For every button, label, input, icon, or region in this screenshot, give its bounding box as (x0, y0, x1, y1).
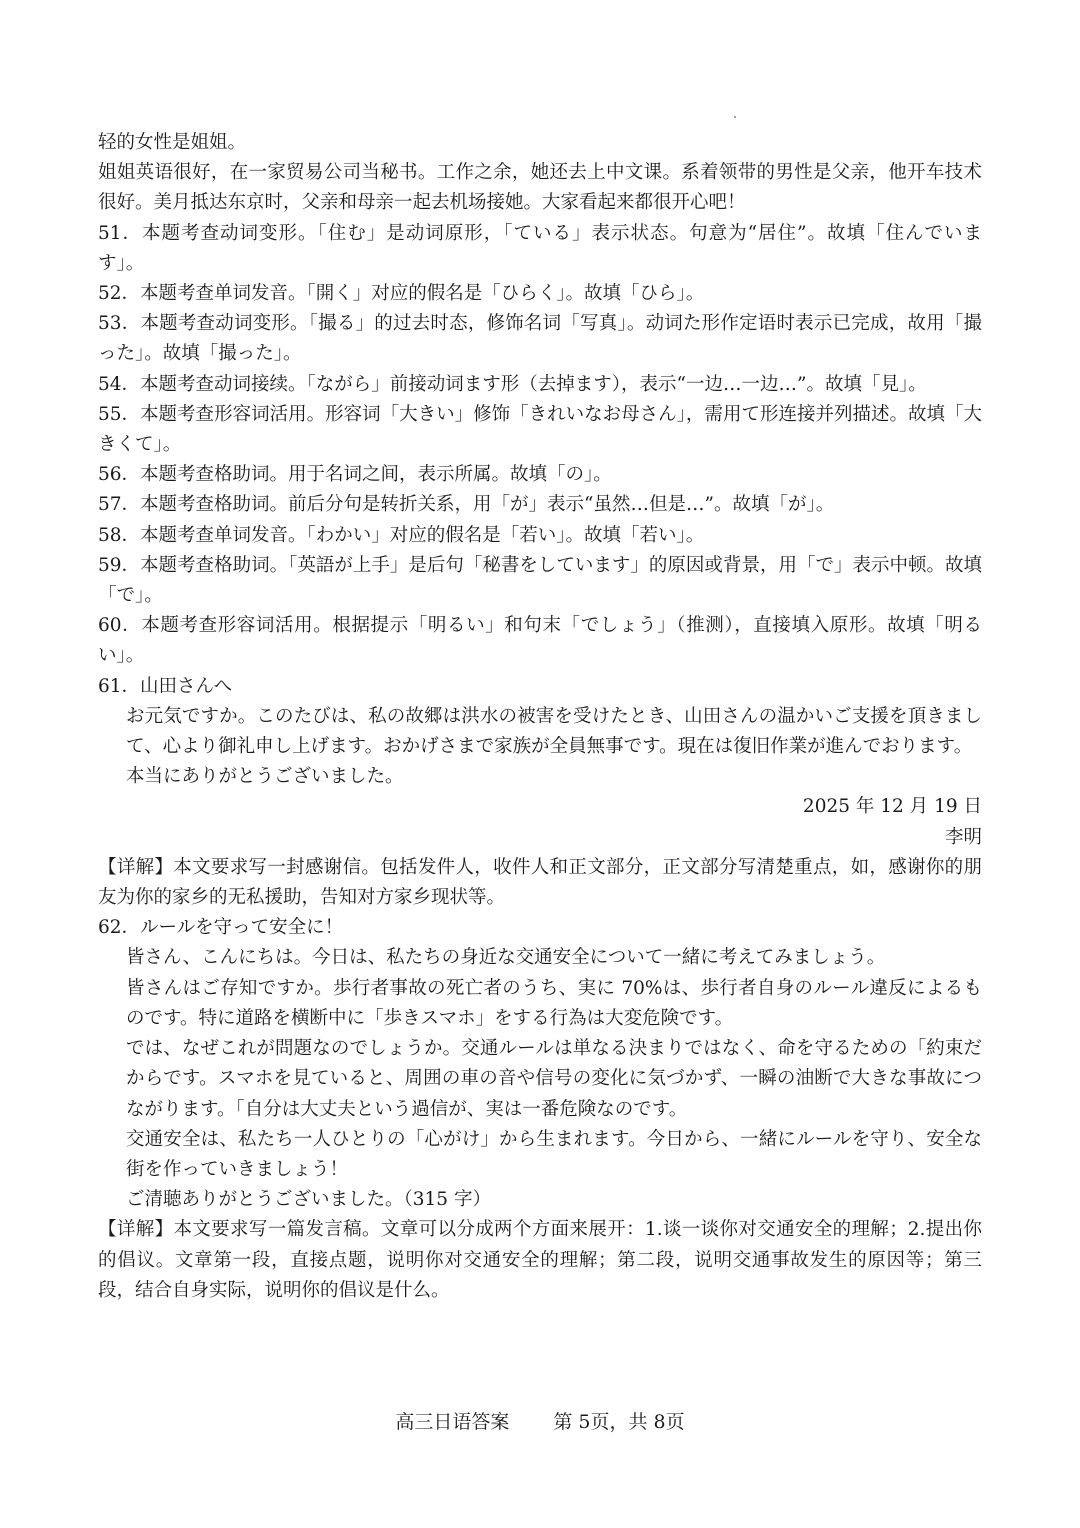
answer-59: 59．本题考查格助词。「英語が上手」是后句「秘書をしています」的原因或背景，用「で」表示中顿。故填「で」。 (98, 554, 982, 607)
text-line-continuation: 轻的女性是姐姐。 (98, 132, 247, 153)
answer-52: 52．本题考查单词发音。「開く」对应的假名是「ひらく」。故填「ひら」。 (98, 283, 705, 305)
letter-date: 2025 年 12 月 19 日 (802, 796, 982, 818)
answer-60: 60．本题考查形容词活用。根据提示「明るい」和句末「でしょう」（推测），直接填入原形。故填「明るい」。 (98, 615, 982, 667)
speech-paragraph: では、なぜこれが問題なのでしょうか。交通ルールは単なる決まりではなく、命を守るための「約束だからです。スマホを見ていると、周囲の車の音や信号の変化に気づかず、一瞬の油断で大きな事故につながります。「自分は大丈夫という過信が、実は一番危険なのです。 (126, 1038, 982, 1120)
speech-closing: ご清聴ありがとうございました。（315 字） (126, 1189, 491, 1211)
speech-paragraph: 交通安全は、私たち一人ひとりの「心がけ」から生まれます。今日から、一緒にルールを守り、安全な街を作っていきましょう！ (126, 1128, 982, 1180)
speech-paragraph: 皆さんはご存知ですか。歩行者事故の死亡者のうち、実に 70%は、歩行者自身のルール違反によるものです。特に道路を横断中に「歩きスマホ」をする行為は大変危険です。 (126, 977, 982, 1029)
answer-61-salutation: 61．山田さんへ (98, 675, 233, 697)
footer-title: 高三日语答案 (395, 1411, 510, 1433)
answer-57: 57．本题考查格助词。前后分句是转折关系，用「が」表示“虽然…但是…”。故填「が」。 (98, 494, 835, 516)
page-footer (0, 1408, 1080, 1436)
answer-51: 51．本题考查动词变形。「住む」是动词原形，「ている」表示状态。句意为“居住”。故填「住んでいます」。 (98, 222, 982, 274)
speech-title: 62．ルールを守って安全に！ (98, 917, 344, 939)
speech-paragraph: 皆さん、こんにちは。今日は、私たちの身近な交通安全について一緒に考えてみましょう。 (126, 947, 886, 969)
letter-closing: 本当にありがとうございました。 (126, 766, 404, 788)
answer-56: 56．本题考查格助词。用于名词之间，表示所属。故填「の」。 (98, 464, 612, 486)
answer-58: 58．本题考查单词发音。「わかい」对应的假名是「若い」。故填「若い」。 (98, 524, 705, 546)
answer-page (98, 128, 982, 1306)
answer-53: 53．本题考查动词变形。「撮る」的过去时态，修饰名词「写真」。动词た形作定语时表示已完成，故用「撮った」。故填「撮った」。 (98, 313, 982, 365)
answer-54: 54．本题考查动词接续。「ながら」前接动词ます形（去掉ます），表示“一边…一边…”。故填「見」。 (98, 373, 927, 395)
scan-dot (734, 116, 736, 118)
letter-body: お元気ですか。このたびは、私の故郷は洪水の被害を受けたとき、山田さんの温かいご支援を頂きまして、心より御礼申し上げます。おかげさまで家族が全員無事です。現在は復旧作業が進んでおります。 (126, 705, 982, 758)
footer-page-number: 第 5页，共 8页 (553, 1411, 685, 1433)
translation-paragraph: 姐姐英语很好，在一家贸易公司当秘书。工作之余，她还去上中文课。系着领带的男性是父亲，他开车技术很好。美月抵达东京时，父亲和母亲一起去机场接她。大家看起来都很开心吧！ (98, 162, 982, 214)
letter-signature: 李明 (944, 826, 982, 848)
answer-55: 55．本题考查形容词活用。形容词「大きい」修饰「きれいなお母さん」，需用て形连接并列描述。故填「大きくて」。 (98, 403, 982, 456)
speech-explanation: 【详解】本文要求写一篇发言稿。文章可以分成两个方面来展开：1.谈一谈你对交通安全的理解；2.提出你的倡议。文章第一段，直接点题，说明你对交通安全的理解；第二段，说明交通事故发生的原因等；第三段，结合自身实际，说明你的倡议是什么。 (98, 1219, 982, 1301)
letter-explanation: 【详解】本文要求写一封感谢信。包括发件人，收件人和正文部分，正文部分写清楚重点，如，感谢你的朋友为你的家乡的无私援助，告知对方家乡现状等。 (98, 856, 982, 909)
